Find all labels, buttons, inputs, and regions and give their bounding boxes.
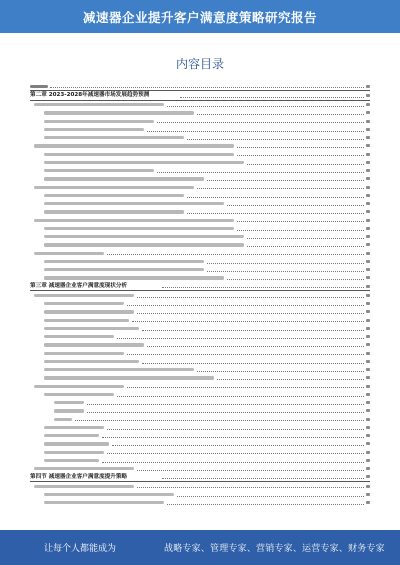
toc-entry-row[interactable] <box>30 233 370 241</box>
footer-slogan-left: 让每个人都能成为 <box>44 544 117 554</box>
toc-entry-row[interactable] <box>30 167 370 175</box>
toc-leader <box>227 279 364 280</box>
toc-page-number-blurred <box>366 343 370 346</box>
toc-leader <box>107 429 364 430</box>
toc-entry-row[interactable] <box>30 374 370 382</box>
toc-entry-row[interactable] <box>30 333 370 341</box>
toc-page-number-blurred <box>366 485 370 488</box>
toc-entry-text-blurred <box>34 219 234 222</box>
toc-leader <box>197 188 364 189</box>
toc-entry-text-blurred <box>44 243 244 246</box>
toc-page-number-blurred <box>366 294 370 297</box>
toc-leader <box>50 87 364 88</box>
toc-page-number-blurred <box>366 260 370 263</box>
toc-page-number-blurred <box>366 144 370 147</box>
toc-entry-text-blurred <box>44 210 184 213</box>
toc-leader <box>237 221 364 222</box>
toc-page-number-blurred <box>366 276 370 279</box>
toc-leader <box>237 155 364 156</box>
toc-entry-row[interactable] <box>30 109 370 117</box>
toc-entry-row[interactable] <box>30 191 370 199</box>
toc-entry-text-blurred <box>54 418 72 421</box>
toc-heading: 内容目录 <box>175 57 224 71</box>
toc-leader <box>167 504 364 505</box>
toc-entry-text-blurred <box>44 376 214 379</box>
toc-leader <box>107 254 364 255</box>
toc-entry-text-blurred <box>44 310 134 313</box>
toc-page-number-blurred <box>366 285 370 288</box>
toc-page-number-blurred <box>366 409 370 412</box>
toc-page-number-blurred <box>366 186 370 189</box>
toc-page-number-blurred <box>366 475 370 478</box>
toc-entry-text-blurred <box>44 426 104 429</box>
toc-entry-row[interactable] <box>30 407 370 415</box>
toc-entry-text-blurred <box>54 409 84 412</box>
toc-entry-row[interactable] <box>30 175 370 183</box>
toc-leader <box>142 363 364 364</box>
toc-section-4-title: 第四节 减速器企业客户满意度提升策略 <box>30 473 128 480</box>
toc-entry-row[interactable] <box>30 208 370 216</box>
toc-chapter-2-title: 第二章 2023-2028年减速器市场发展趋势预测 <box>30 92 150 99</box>
toc-page-number-blurred <box>366 153 370 156</box>
toc-entry-text-blurred <box>44 161 244 164</box>
toc-page-number-blurred <box>366 434 370 437</box>
toc-entry-row[interactable] <box>30 341 370 349</box>
toc-leader <box>75 420 364 421</box>
toc-entry-row[interactable] <box>30 274 370 282</box>
toc-leader <box>247 246 364 247</box>
toc-entry-text-blurred <box>44 360 139 363</box>
toc-entry-row[interactable] <box>30 308 370 316</box>
toc-entry-row[interactable] <box>30 257 370 265</box>
toc-entry-row[interactable] <box>30 266 370 274</box>
toc-leader <box>137 470 364 471</box>
toc-page-number-blurred <box>366 319 370 322</box>
toc-entry-text-blurred <box>30 85 48 88</box>
toc-entry-row[interactable] <box>30 390 370 398</box>
toc-page-number-blurred <box>366 376 370 379</box>
toc-entry-text-blurred <box>34 252 104 255</box>
toc-page-number-blurred <box>366 227 370 230</box>
toc-entry-text-blurred <box>44 136 184 139</box>
toc-page-number-blurred <box>366 426 370 429</box>
toc-entry-text-blurred <box>44 319 129 322</box>
toc-entry-row[interactable] <box>30 399 370 407</box>
toc-leader <box>247 238 364 239</box>
toc-page-number-blurred <box>366 252 370 255</box>
toc-entry-text-blurred <box>44 335 114 338</box>
toc-leader <box>102 437 364 438</box>
toc-entry-text-blurred <box>34 294 134 297</box>
toc-page-number-blurred <box>366 360 370 363</box>
report-footer-bar <box>0 530 400 565</box>
toc-entry-text-blurred <box>44 493 174 496</box>
toc-page-number-blurred <box>366 493 370 496</box>
toc-entry-text-blurred <box>44 451 104 454</box>
toc-entry-text-blurred <box>44 352 124 355</box>
toc-page-number-blurred <box>366 310 370 313</box>
toc-entry-row[interactable] <box>30 357 370 365</box>
toc-leader <box>107 453 364 454</box>
toc-leader <box>180 97 364 98</box>
toc-page-number-blurred <box>366 268 370 271</box>
toc-leader <box>207 263 364 264</box>
toc-leader <box>87 412 364 413</box>
toc-leader <box>187 213 364 214</box>
toc-page-number-blurred <box>366 194 370 197</box>
toc-entry-text-blurred <box>44 393 114 396</box>
toc-leader <box>147 346 364 347</box>
toc-page-number-blurred <box>366 235 370 238</box>
toc-entry-text-blurred <box>44 343 144 346</box>
toc-entry-row[interactable] <box>30 465 370 473</box>
toc-leader <box>237 147 364 148</box>
toc-section-4-row[interactable] <box>30 473 370 482</box>
toc-entry-text-blurred <box>44 128 144 131</box>
toc-entry-text-blurred <box>44 111 194 114</box>
toc-entry-text-blurred <box>44 260 204 263</box>
toc-leader <box>162 287 364 288</box>
toc-entry-row[interactable] <box>30 150 370 158</box>
toc-entry-text-blurred <box>44 442 109 445</box>
toc-entry-row[interactable] <box>30 241 370 249</box>
toc-leader <box>197 114 364 115</box>
toc-page-number-blurred <box>366 442 370 445</box>
toc-entry-row[interactable] <box>30 200 370 208</box>
toc-leader <box>137 297 364 298</box>
toc-page-number-blurred <box>366 128 370 131</box>
toc-entry-row[interactable] <box>30 440 370 448</box>
toc-page-number-blurred <box>366 368 370 371</box>
toc-entry-text-blurred <box>34 103 164 106</box>
toc-page-number-blurred <box>366 94 370 97</box>
table-of-contents <box>30 82 370 507</box>
toc-entry-row[interactable] <box>30 249 370 257</box>
toc-leader <box>177 496 364 497</box>
toc-page-number-blurred <box>366 243 370 246</box>
toc-page-number-blurred <box>366 385 370 388</box>
toc-entry-row[interactable] <box>30 456 370 464</box>
toc-page-number-blurred <box>366 136 370 139</box>
toc-entry-row[interactable] <box>30 117 370 125</box>
toc-entry-text-blurred <box>34 485 134 488</box>
toc-leader <box>137 313 364 314</box>
toc-leader <box>207 271 364 272</box>
toc-page-number-blurred <box>366 401 370 404</box>
toc-page-number-blurred <box>366 120 370 123</box>
toc-entry-row[interactable] <box>30 490 370 498</box>
toc-entry-row[interactable] <box>30 382 370 390</box>
toc-entry-row[interactable] <box>30 482 370 490</box>
toc-entry-text-blurred <box>44 194 184 197</box>
toc-entry-row[interactable] <box>30 158 370 166</box>
toc-entry-row[interactable] <box>30 423 370 431</box>
toc-entry-row[interactable] <box>30 349 370 357</box>
toc-page-number-blurred <box>366 219 370 222</box>
toc-page-number-blurred <box>366 202 370 205</box>
toc-leader <box>247 164 364 165</box>
toc-entry-text-blurred <box>44 120 154 123</box>
toc-page-number-blurred <box>366 352 370 355</box>
toc-page-number-blurred <box>366 327 370 330</box>
toc-page-number-blurred <box>366 177 370 180</box>
toc-entry-row[interactable] <box>30 300 370 308</box>
toc-entry-row[interactable] <box>30 125 370 133</box>
toc-entry-text-blurred <box>54 401 84 404</box>
toc-page-number-blurred <box>366 393 370 396</box>
toc-entry-row[interactable] <box>30 499 370 507</box>
toc-leader <box>127 387 364 388</box>
toc-leader <box>157 172 364 173</box>
toc-leader <box>127 305 364 306</box>
toc-leader <box>132 321 364 322</box>
toc-leader <box>127 354 364 355</box>
toc-entry-text-blurred <box>44 327 139 330</box>
toc-entry-row[interactable] <box>30 366 370 374</box>
toc-leader <box>237 230 364 231</box>
toc-chapter-2-row[interactable] <box>30 91 370 100</box>
toc-entry-text-blurred <box>34 186 194 189</box>
toc-entry-row[interactable] <box>30 134 370 142</box>
toc-leader <box>217 379 364 380</box>
toc-page-number-blurred <box>366 459 370 462</box>
toc-leader <box>117 396 364 397</box>
toc-leader <box>142 330 364 331</box>
toc-leader <box>207 180 364 181</box>
toc-entry-row[interactable] <box>30 224 370 232</box>
toc-leader <box>102 462 364 463</box>
toc-entry-text-blurred <box>34 385 124 388</box>
toc-page-number-blurred <box>366 161 370 164</box>
toc-entry-text-blurred <box>44 153 234 156</box>
toc-chapter-1-row[interactable] <box>30 82 370 91</box>
toc-page-number-blurred <box>366 451 370 454</box>
toc-leader <box>227 205 364 206</box>
toc-entry-text-blurred <box>44 235 244 238</box>
toc-entry-row[interactable] <box>30 216 370 224</box>
toc-chapter-3-row[interactable] <box>30 282 370 291</box>
toc-page-number-blurred <box>366 335 370 338</box>
toc-page-number-blurred <box>366 501 370 504</box>
toc-entry-text-blurred <box>44 177 204 180</box>
toc-page-number-blurred <box>366 418 370 421</box>
toc-entry-text-blurred <box>44 227 234 230</box>
toc-leader <box>167 106 364 107</box>
toc-entry-text-blurred <box>44 169 154 172</box>
toc-entry-row[interactable] <box>30 142 370 150</box>
toc-entry-row[interactable] <box>30 324 370 332</box>
toc-leader <box>187 139 364 140</box>
toc-entry-text-blurred <box>34 144 234 147</box>
toc-leader <box>197 371 364 372</box>
toc-page-number-blurred <box>366 467 370 470</box>
toc-entry-text-blurred <box>44 268 204 271</box>
toc-page-number-blurred <box>366 169 370 172</box>
toc-entry-text-blurred <box>44 434 99 437</box>
report-header-bar <box>0 0 400 33</box>
toc-entry-text-blurred <box>44 276 224 279</box>
toc-leader <box>112 445 364 446</box>
toc-entry-text-blurred <box>44 501 164 504</box>
toc-leader <box>137 487 364 488</box>
toc-entry-text-blurred <box>44 368 194 371</box>
toc-chapter-3-title: 第三章 减速器企业客户满意度现状分析 <box>30 283 128 289</box>
toc-entry-row[interactable] <box>30 415 370 423</box>
toc-leader <box>87 404 364 405</box>
toc-leader <box>157 122 364 123</box>
toc-leader <box>147 131 364 132</box>
toc-entry-row[interactable] <box>30 101 370 109</box>
toc-leader <box>187 197 364 198</box>
toc-entry-text-blurred <box>34 467 134 470</box>
report-title: 减速器企业提升客户满意度策略研究报告 <box>82 9 317 25</box>
toc-entry-row[interactable] <box>30 448 370 456</box>
toc-page-number-blurred <box>366 85 370 88</box>
toc-entry-row[interactable] <box>30 316 370 324</box>
toc-entry-row[interactable] <box>30 291 370 299</box>
toc-entry-text-blurred <box>44 302 124 305</box>
toc-page-number-blurred <box>366 111 370 114</box>
toc-leader <box>162 478 364 479</box>
toc-page-number-blurred <box>366 210 370 213</box>
toc-entry-text-blurred <box>44 459 99 462</box>
toc-entry-row[interactable] <box>30 432 370 440</box>
toc-page-number-blurred <box>366 302 370 305</box>
toc-page-number-blurred <box>366 103 370 106</box>
toc-entry-row[interactable] <box>30 183 370 191</box>
toc-leader <box>117 338 364 339</box>
toc-entry-text-blurred <box>44 202 224 205</box>
footer-slogan-right: 战略专家、管理专家、营销专家、运营专家、财务专家 <box>164 544 385 554</box>
